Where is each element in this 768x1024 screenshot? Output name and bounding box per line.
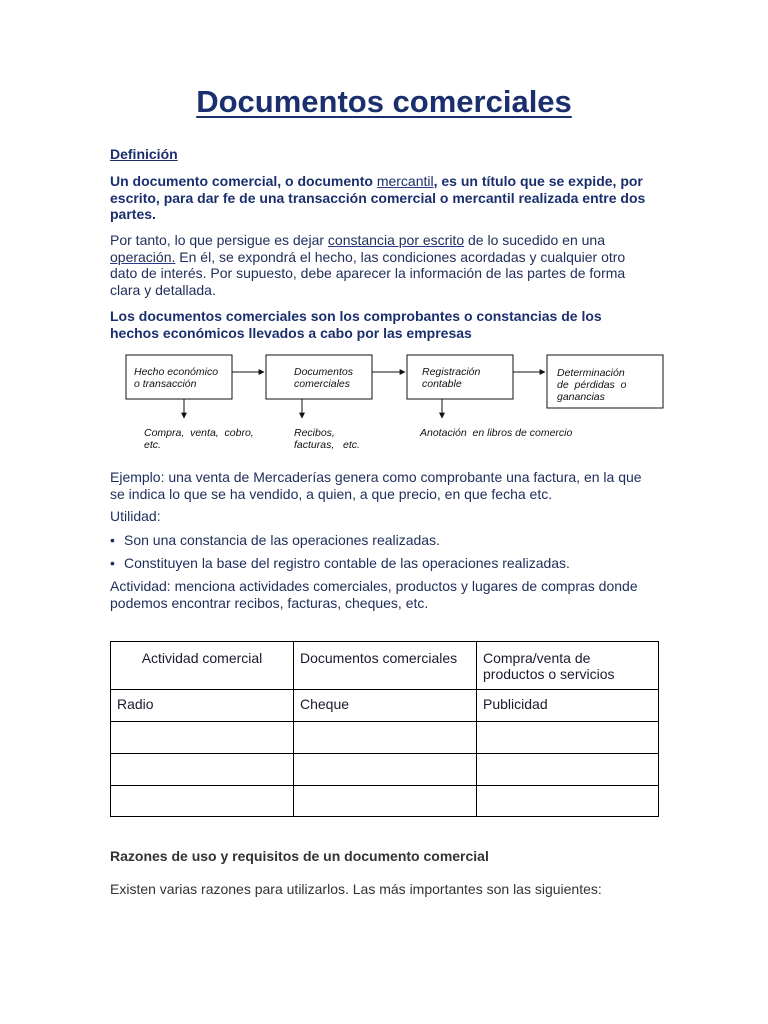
- table-row: [111, 786, 659, 817]
- table-cell[interactable]: Radio: [111, 690, 294, 722]
- table-cell[interactable]: [294, 754, 477, 786]
- para2-text-cont2: En él, se expondrá el hecho, las condiciones acordadas y cualquier otro: [175, 248, 626, 265]
- intro-paragraph: [110, 173, 660, 223]
- table-header-cell: [477, 642, 659, 690]
- process-flow-diagram: [120, 350, 670, 460]
- bullet-text: Son una constancia de las operaciones realizadas.: [124, 532, 440, 548]
- bullet-item: [110, 532, 440, 549]
- table-header-cell: Actividad comercial: [111, 642, 294, 690]
- below-text: etc.: [144, 439, 161, 451]
- table-cell[interactable]: [477, 786, 659, 817]
- intro-line-3: partes.: [110, 206, 156, 222]
- box-text: Documentos: [294, 366, 353, 378]
- table-cell[interactable]: [111, 722, 294, 754]
- para2-line-3: dato de interés. Por supuesto, debe aparecer la información de las partes de forma: [110, 265, 626, 281]
- activity-line-1: Actividad: menciona actividades comerciales, productos y lugares de compras donde: [110, 578, 638, 594]
- example-paragraph: [110, 469, 660, 502]
- table-row: [111, 754, 659, 786]
- table-header-row: [111, 642, 659, 690]
- box-text: o transacción: [134, 378, 197, 390]
- intro-text-cont: , es un título que se expide, por: [433, 173, 643, 189]
- table-row: [111, 690, 659, 722]
- table-cell[interactable]: [477, 754, 659, 786]
- header-line: productos o servicios: [483, 666, 615, 682]
- table-cell[interactable]: [477, 722, 659, 754]
- para3-line-1: Los documentos comerciales son los comprobantes o constancias de los: [110, 308, 602, 324]
- table-row: [111, 722, 659, 754]
- table-cell[interactable]: [294, 722, 477, 754]
- definition-heading: Definición: [110, 146, 178, 162]
- example-line-1: Ejemplo: una venta de Mercaderías genera como comprobante una factura, en la que: [110, 469, 642, 485]
- page-title: Documentos comerciales: [196, 84, 572, 119]
- reasons-text: Existen varias razones para utilizarlos. Las más importantes son las siguientes:: [110, 881, 602, 897]
- para3-line-2: hechos económicos llevados a cabo por las empresas: [110, 324, 472, 341]
- below-text: facturas, etc.: [294, 439, 360, 451]
- table-cell[interactable]: [111, 754, 294, 786]
- operacion-link[interactable]: operación.: [110, 248, 176, 265]
- bullet-item: [110, 555, 570, 572]
- table-header-cell: Documentos comerciales: [294, 642, 477, 690]
- utilidad-label: Utilidad:: [110, 508, 161, 524]
- bullet-icon: •: [110, 555, 115, 571]
- para2-text-cont: de lo sucedido en una: [464, 232, 605, 248]
- constancia-paragraph: [110, 232, 660, 298]
- bullet-text: Constituyen la base del registro contable de las operaciones realizadas.: [124, 555, 570, 571]
- mercantil-link[interactable]: mercantil: [376, 173, 434, 189]
- below-text: Anotación en libros de comercio: [420, 427, 573, 439]
- activity-paragraph: [110, 578, 660, 611]
- table-cell[interactable]: [111, 786, 294, 817]
- box-text: Hecho económico: [134, 366, 219, 378]
- box-text: comerciales: [294, 378, 351, 390]
- constancia-link[interactable]: constancia por escrito: [327, 232, 465, 248]
- box-text: ganancias: [557, 391, 605, 403]
- below-text: Compra, venta, cobro,: [144, 427, 254, 439]
- bullet-icon: •: [110, 532, 115, 548]
- table-cell[interactable]: [294, 786, 477, 817]
- below-text: Recibos,: [294, 427, 335, 439]
- table-cell[interactable]: Cheque: [294, 690, 477, 722]
- activities-table: [110, 641, 659, 817]
- comprobantes-paragraph: [110, 308, 660, 341]
- para2-line-4: clara y detallada.: [110, 281, 216, 298]
- intro-text: Un documento comercial, o documento: [110, 173, 377, 189]
- header-line: Compra/venta de: [483, 650, 591, 666]
- box-text: contable: [422, 378, 462, 390]
- example-line-2: se indica lo que se ha vendido, a quien, a que precio, en que fecha etc.: [110, 485, 553, 502]
- box-text: Determinación: [557, 367, 625, 379]
- intro-line-2: escrito, para dar fe de una transacción comercial o mercantil realizada entre dos: [110, 189, 646, 206]
- table-cell[interactable]: Publicidad: [477, 690, 659, 722]
- box-text: Registración: [422, 366, 481, 378]
- activity-line-2: podemos encontrar recibos, facturas, cheques, etc.: [110, 594, 429, 611]
- para2-text: Por tanto, lo que persigue es dejar: [110, 232, 328, 248]
- reasons-heading: Razones de uso y requisitos de un documento comercial: [110, 848, 489, 864]
- box-text: de pérdidas o: [557, 379, 627, 391]
